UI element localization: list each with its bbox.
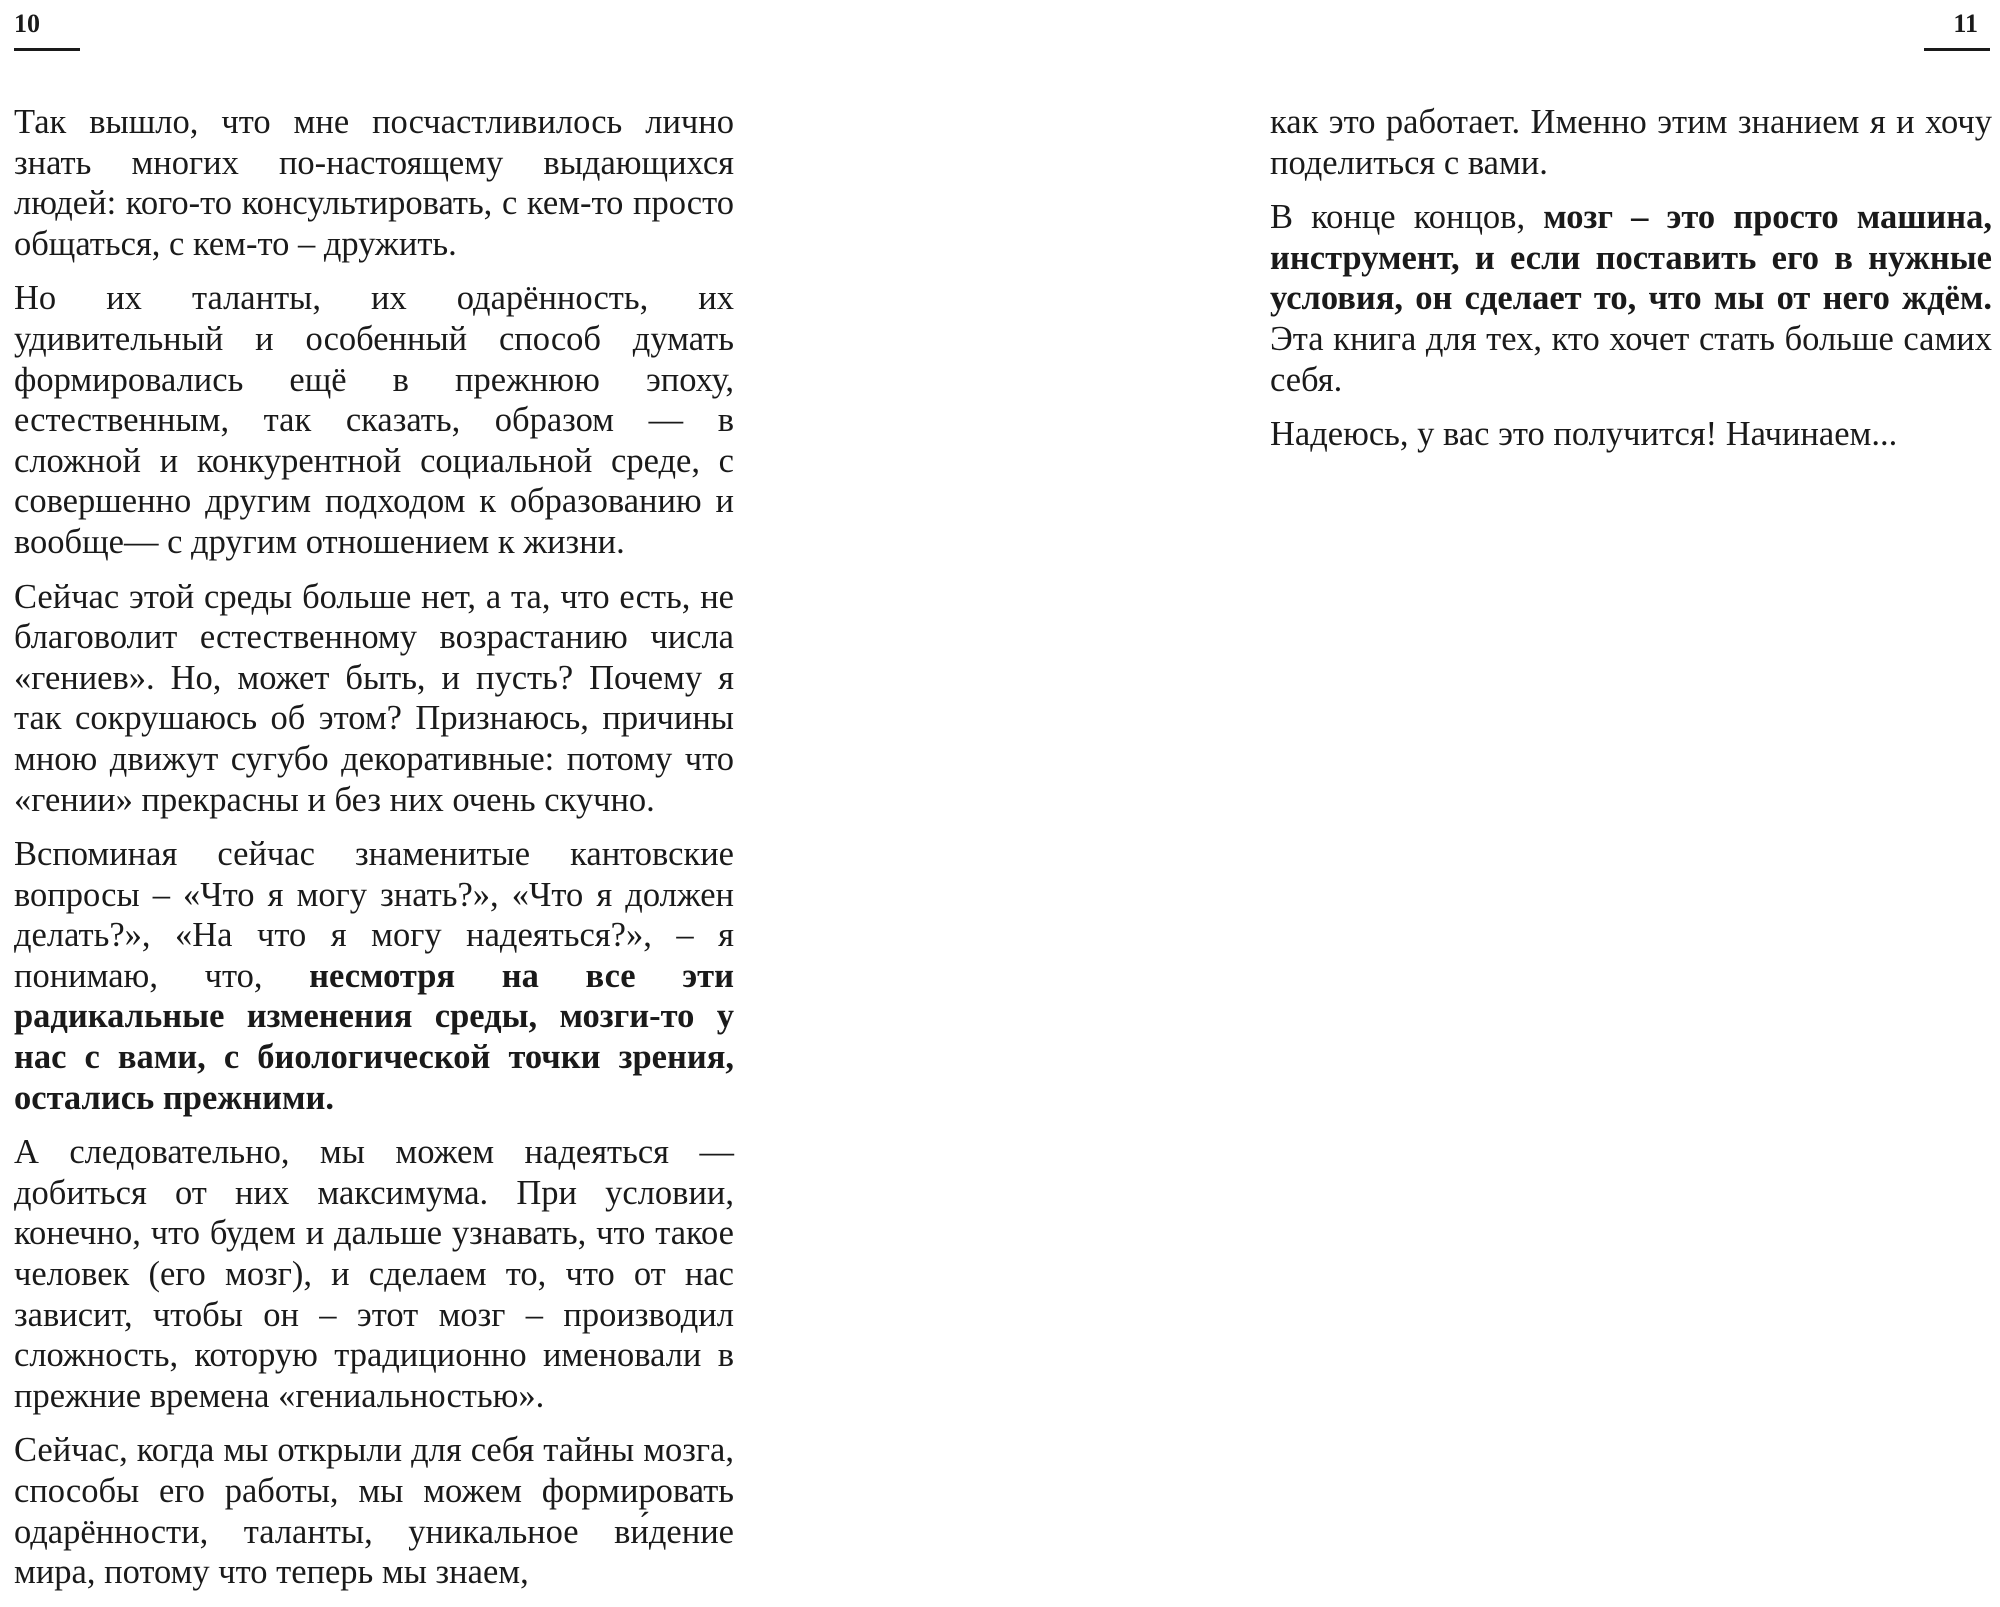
paragraph: Сейчас, когда мы открыли для себя тайны мозга, способы его работы, мы можем формировать одарённости, таланты, уникальное ви́дение мира, потому что теперь мы знаем, [14, 1431, 734, 1592]
paragraph-text: В конце концов, [1270, 198, 1544, 237]
paragraph: Надеюсь, у вас это получится! Начинаем... [1270, 415, 1898, 454]
paragraph: Но их таланты, их одарённость, их удивительный и особенный способ думать формировались ещё в прежнюю эпоху, естественным, так сказать, образом — в сложной и конкурентной социальной среде, с совершенно другим подходом к образованию и вообще— с другим отношением к жизни. [14, 279, 734, 561]
page-number-rule-right [1924, 48, 1990, 51]
paragraph: как это работает. Именно этим знанием я и хочу поделиться с вами. [1270, 103, 1992, 182]
paragraph-text: Эта книга для тех, кто хочет стать больше самих себя. [1270, 319, 1992, 399]
paragraph: А следовательно, мы можем надеяться — добиться от них максимума. При условии, конечно, что будем и дальше узнавать, что такое человек (его мозг), и сделаем то, что от нас зависит, чтобы он – этот мозг – производил сложность, которую традиционно именовали в прежние времена «гениальностью». [14, 1133, 734, 1415]
paragraph: Сейчас этой среды больше нет, а та, что есть, не благоволит естественному возрастанию числа «гениев». Но, может быть, и пусть? Почему я так сокрушаюсь об этом? Признаюсь, причины мною движут сугубо декоративные: потому что «гении» прекрасны и без них очень скучно. [14, 577, 734, 819]
left-page-text [14, 102, 734, 1607]
page-number-rule-left [14, 48, 80, 51]
paragraph [14, 834, 734, 1118]
paragraph-text: Вспоминая сейчас знаменитые кантовские вопросы – «Что я могу знать?», «Что я должен делать?», «На что я могу надеяться?», – я понимаю, что, [14, 835, 734, 995]
bold-emphasis: мозг – это просто машина, инструмент, и если поставить его в нужные условия, он сделает то, что мы от него ждём. [1270, 198, 1992, 318]
page-number-left: 10 [14, 9, 40, 38]
right-page-text [1270, 102, 1992, 469]
page-number-right: 11 [1953, 9, 1978, 38]
paragraph: Так вышло, что мне посчастливилось лично знать многих по-настоящему выдающихся людей: кого-то консультировать, с кем-то просто общаться, с кем-то – дружить. [14, 103, 734, 263]
paragraph [1270, 197, 1992, 400]
bold-emphasis: несмотря на все эти радикальные изменения среды, мозги-то у нас с вами, с биологической точки зрения, остались прежними. [14, 956, 735, 1117]
